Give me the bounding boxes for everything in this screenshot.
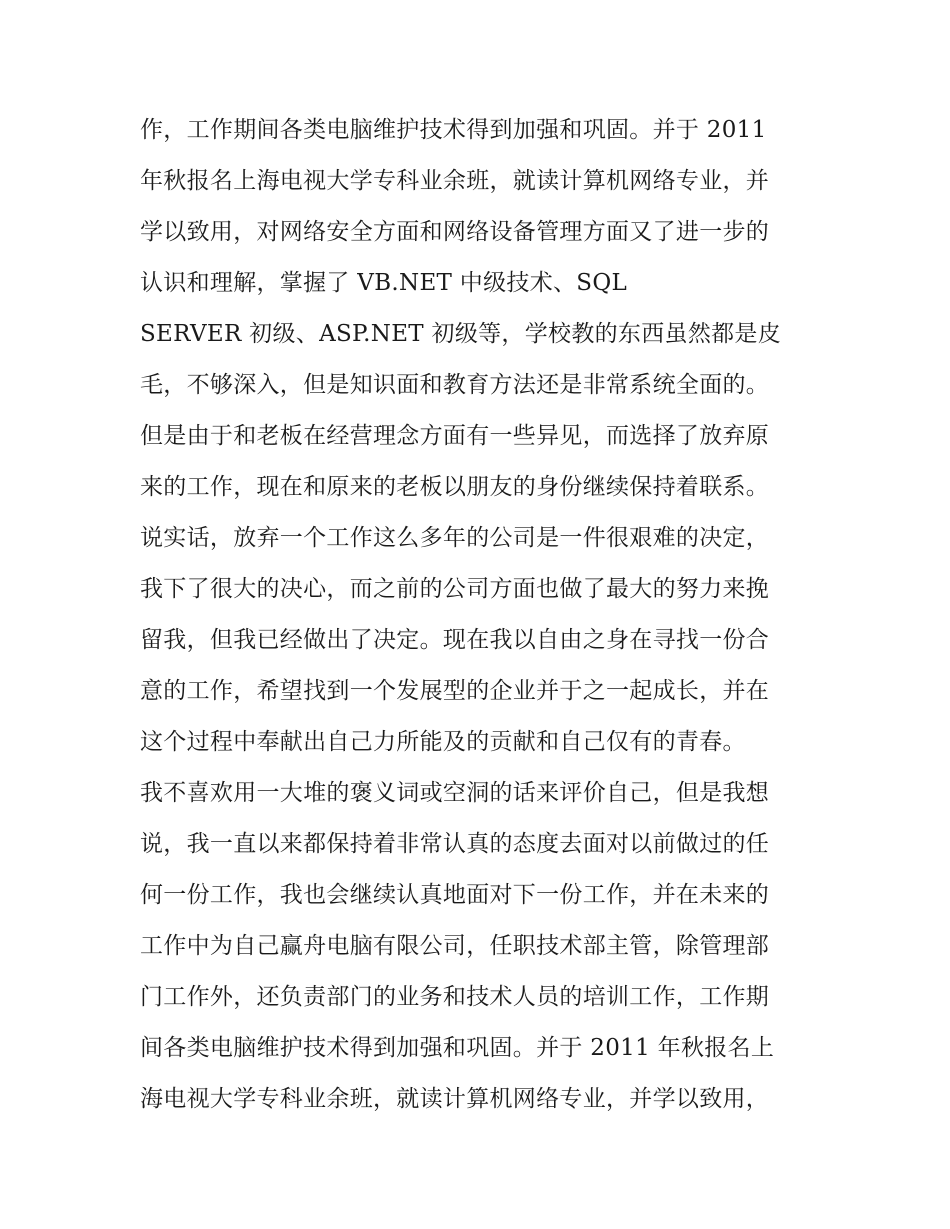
text-line: 工作中为自己赢舟电脑有限公司，任职技术部主管，除管理部 [140,933,770,959]
text-line: 留我，但我已经做出了决定。现在我以自由之身在寻找一份合 [140,627,770,653]
body-text [140,108,830,1128]
text-line: 年秋报名上海电视大学专科业余班，就读计算机网络专业，并 [140,168,770,194]
text-line: 作，工作期间各类电脑维护技术得到加强和巩固。并于 2011 [140,117,767,143]
text-line: SERVER 初级、ASP.NET 初级等，学校教的东西虽然都是皮 [140,321,782,347]
text-line: 但是由于和老板在经营理念方面有一些异见，而选择了放弃原 [140,423,770,449]
text-line: 学以致用，对网络安全方面和网络设备管理方面又了进一步的 [140,219,770,245]
text-line: 说实话，放弃一个工作这么多年的公司是一件很艰难的决定， [140,525,770,551]
text-line: 我不喜欢用一大堆的褒义词或空洞的话来评价自己，但是我想 [140,780,770,806]
text-line: 意的工作，希望找到一个发展型的企业并于之一起成长，并在 [140,678,770,704]
text-line: 我下了很大的决心，而之前的公司方面也做了最大的努力来挽 [140,576,770,602]
text-line: 毛，不够深入，但是知识面和教育方法还是非常系统全面的。 [140,372,770,398]
text-line: 间各类电脑维护技术得到加强和巩固。并于 2011 年秋报名上 [140,1035,775,1061]
text-line: 来的工作，现在和原来的老板以朋友的身份继续保持着联系。 [140,474,770,500]
text-line: 门工作外，还负责部门的业务和技术人员的培训工作，工作期 [140,984,770,1010]
text-line: 说，我一直以来都保持着非常认真的态度去面对以前做过的任 [140,831,770,857]
text-line: 何一份工作，我也会继续认真地面对下一份工作，并在未来的 [140,882,770,908]
text-line: 这个过程中奉献出自己力所能及的贡献和自己仅有的青春。 [140,729,746,755]
text-line: 认识和理解，掌握了 VB.NET 中级技术、SQL [140,270,628,296]
text-line: 海电视大学专科业余班，就读计算机网络专业，并学以致用， [140,1086,770,1112]
